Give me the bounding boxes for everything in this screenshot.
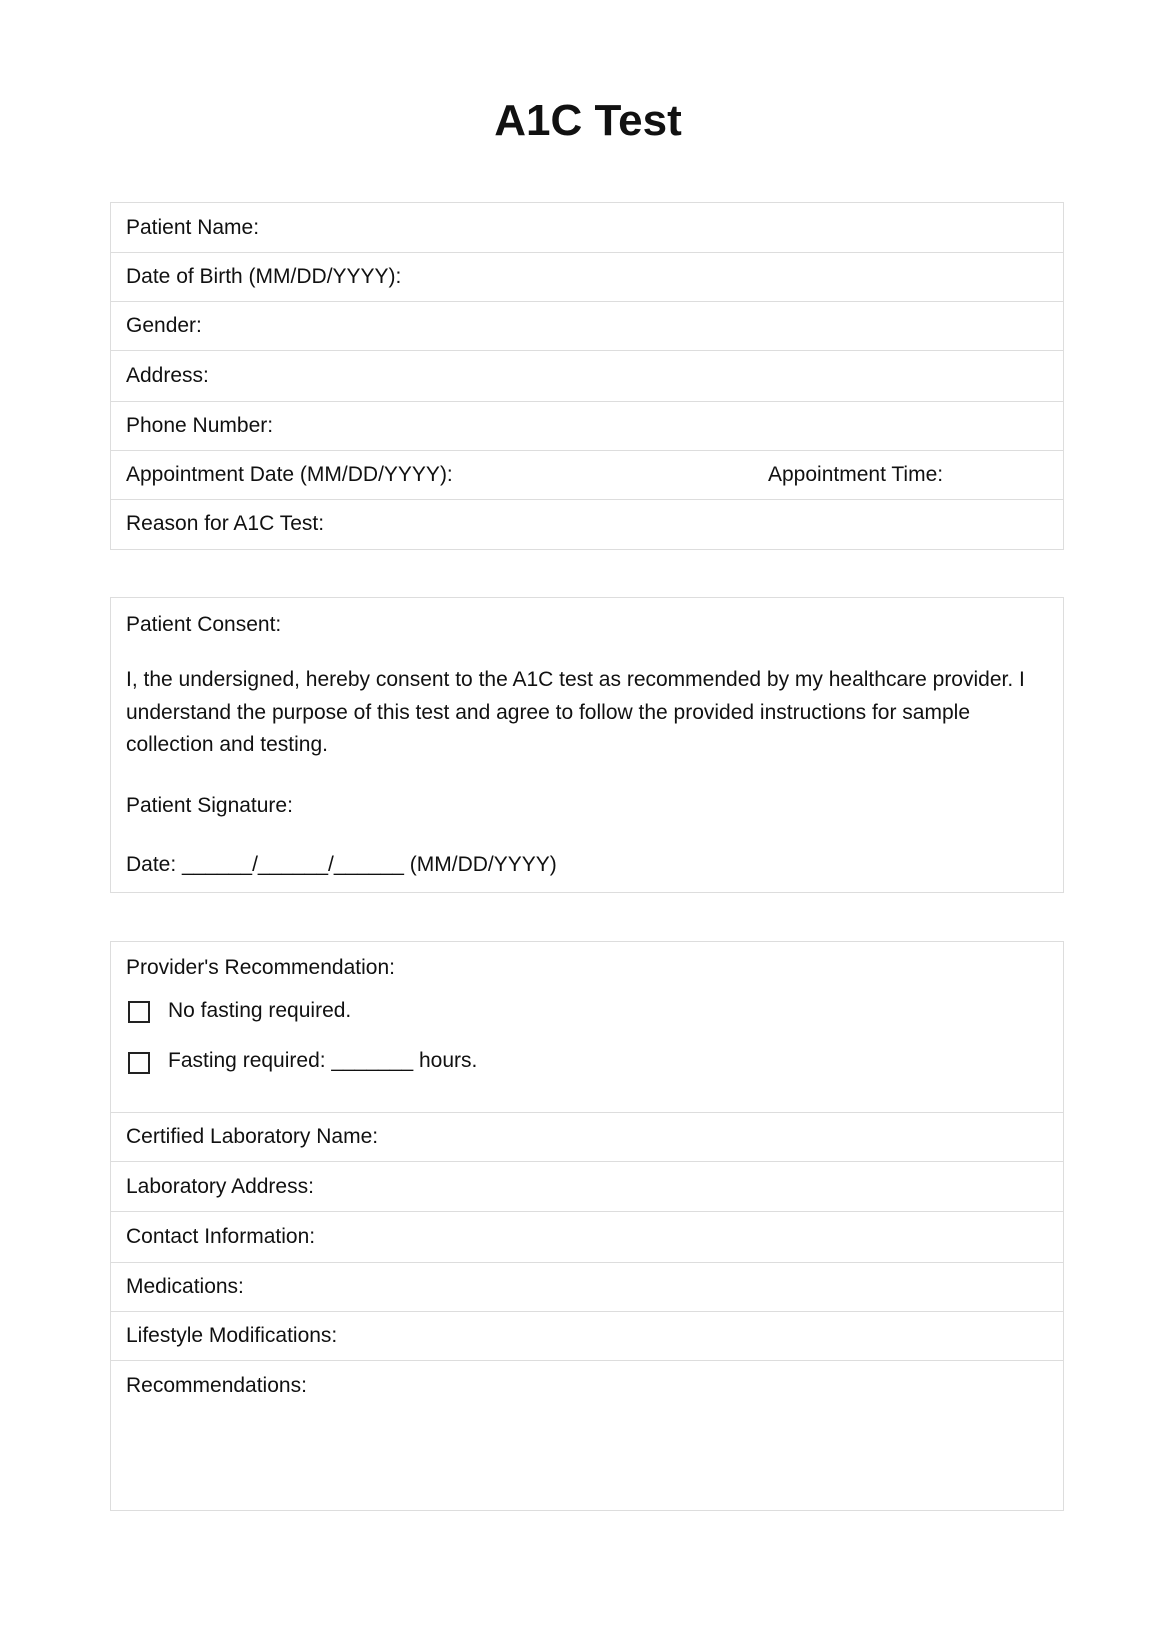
recommendations-label: Recommendations:	[126, 1374, 307, 1397]
patient-name-field[interactable]	[111, 203, 1063, 253]
lifestyle-field[interactable]	[111, 1312, 1063, 1361]
lifestyle-label: Lifestyle Modifications:	[126, 1324, 338, 1347]
page-title: A1C Test	[494, 96, 682, 145]
fasting-checkbox[interactable]	[128, 1052, 150, 1074]
consent-heading: Patient Consent:	[126, 613, 282, 636]
no-fasting-label: No fasting required.	[168, 999, 352, 1022]
lab-name-label: Certified Laboratory Name:	[126, 1125, 379, 1148]
patient-name-label: Patient Name:	[126, 215, 260, 239]
consent-date-label[interactable]: Date: ______/______/______ (MM/DD/YYYY)	[126, 853, 557, 876]
recommendations-field[interactable]	[111, 1361, 1063, 1509]
contact-label: Contact Information:	[126, 1225, 316, 1248]
appointment-row[interactable]	[111, 451, 1063, 500]
provider-section	[110, 941, 1064, 1511]
medications-field[interactable]	[111, 1263, 1063, 1312]
patient-info-section	[110, 202, 1064, 550]
address-label: Address:	[126, 364, 209, 387]
address-field[interactable]	[111, 351, 1063, 402]
gender-label: Gender:	[126, 314, 202, 337]
signature-label[interactable]: Patient Signature:	[126, 794, 293, 817]
provider-recommendation	[111, 942, 1063, 1113]
medications-label: Medications:	[126, 1275, 244, 1298]
gender-field[interactable]	[111, 302, 1063, 351]
dob-label: Date of Birth (MM/DD/YYYY):	[126, 265, 402, 288]
reason-label: Reason for A1C Test:	[126, 512, 325, 535]
no-fasting-checkbox[interactable]	[128, 1001, 150, 1023]
consent-section	[110, 597, 1064, 893]
appointment-time-label: Appointment Time:	[768, 463, 944, 486]
consent-text: I, the undersigned, hereby consent to the A1C test as recommended by my healthcare provider. I understand the purpose of this test and agree to follow the provided instructions for sample collection and testing.	[126, 668, 1025, 756]
dob-field[interactable]	[111, 253, 1063, 302]
provider-heading: Provider's Recommendation:	[126, 956, 395, 979]
reason-field[interactable]	[111, 500, 1063, 548]
fasting-label: Fasting required: _______ hours.	[168, 1049, 478, 1072]
lab-address-label: Laboratory Address:	[126, 1174, 314, 1198]
appointment-date-label: Appointment Date (MM/DD/YYYY):	[126, 463, 453, 486]
phone-field[interactable]	[111, 402, 1063, 451]
lab-name-field[interactable]	[111, 1113, 1063, 1162]
phone-label: Phone Number:	[126, 414, 274, 437]
contact-field[interactable]	[111, 1212, 1063, 1263]
lab-address-field[interactable]	[111, 1162, 1063, 1212]
